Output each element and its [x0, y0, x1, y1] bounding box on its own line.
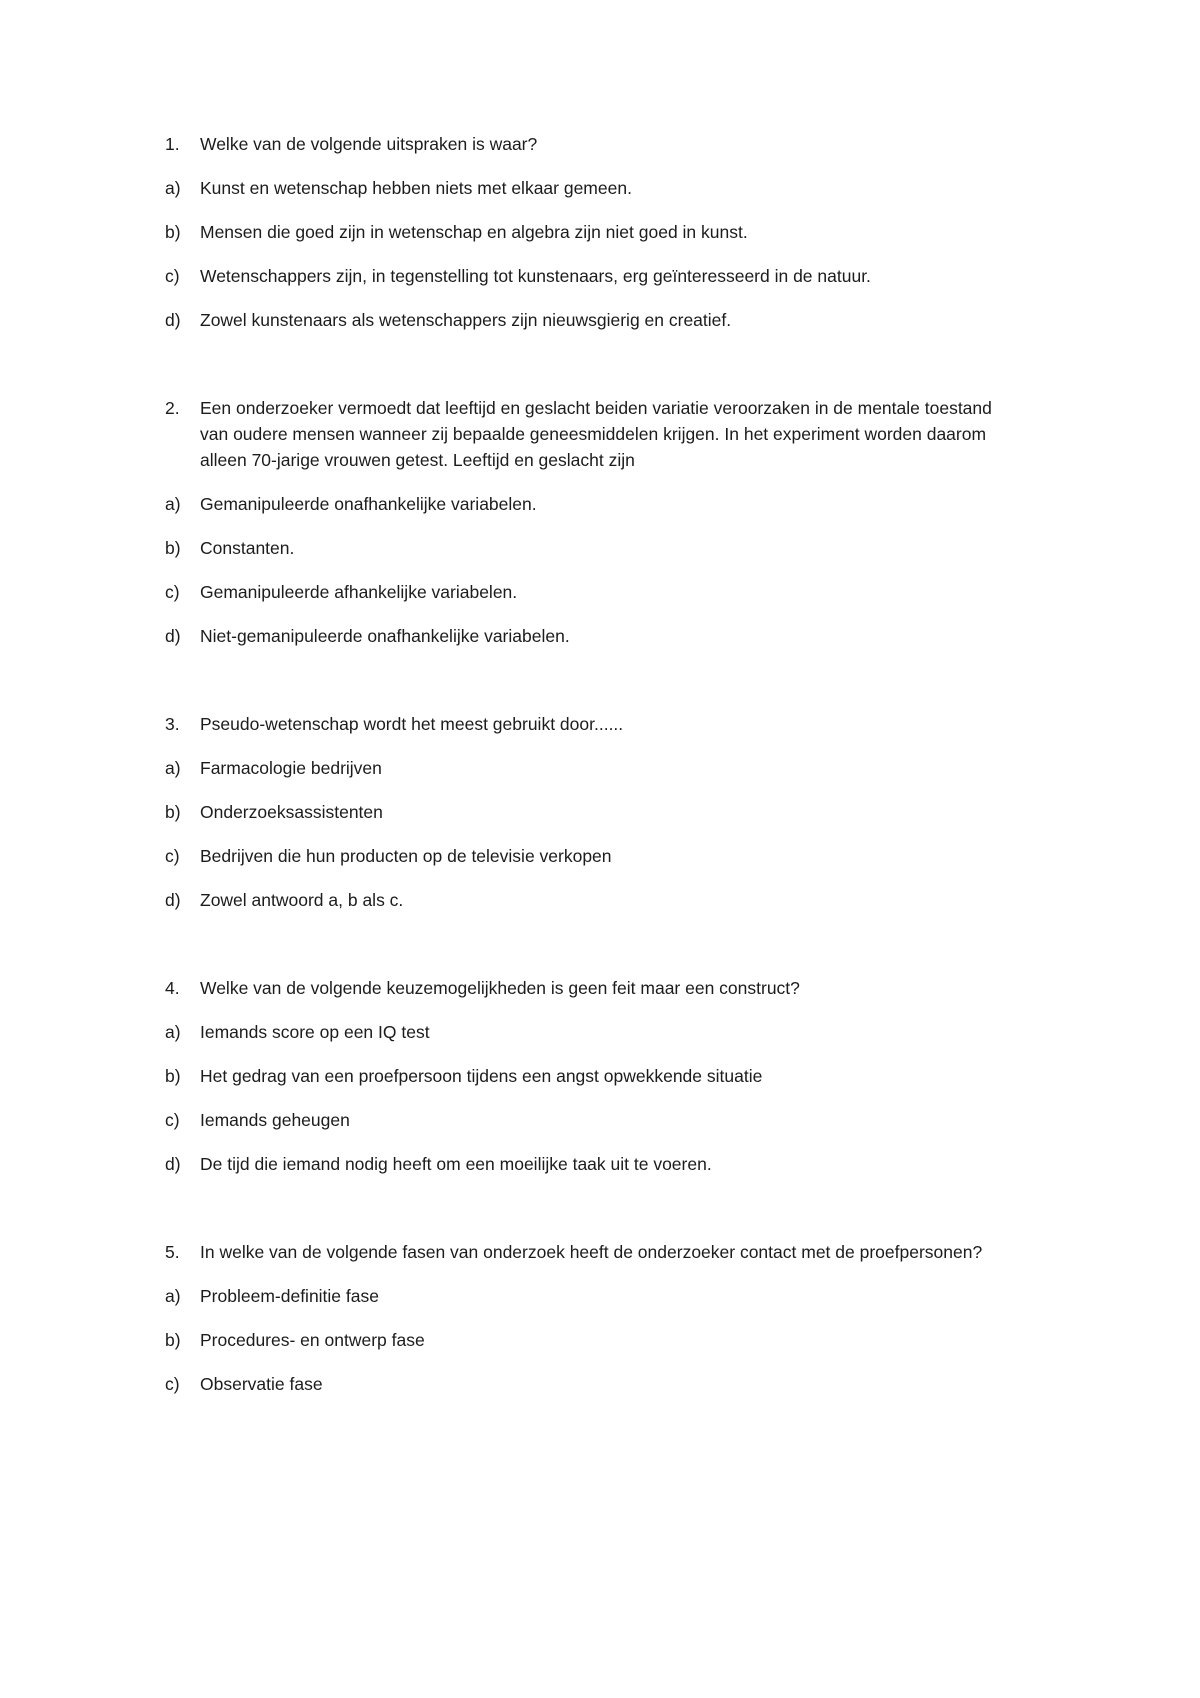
question-number: 2. [165, 398, 180, 418]
option-text: Gemanipuleerde afhankelijke variabelen. [200, 582, 518, 602]
block-spacer [165, 931, 1060, 975]
option-text: Zowel kunstenaars als wetenschappers zijn nieuwsgierig en creatief. [200, 310, 732, 330]
option-text: Iemands geheugen [200, 1110, 350, 1130]
answer-option [165, 579, 1060, 605]
answer-option [165, 1107, 1060, 1133]
block-spacer [165, 1195, 1060, 1239]
answer-option [165, 1151, 1060, 1177]
question-text: Een onderzoeker vermoedt dat leeftijd en geslacht beiden variatie veroorzaken in de mentale toestand van oudere mensen wanneer zij bepaalde geneesmiddelen krijgen. In het experiment worden daarom alleen 70-jarige vrouwen getest. Leeftijd en geslacht zijn [200, 398, 992, 470]
answer-option [165, 491, 1060, 517]
option-letter: a) [165, 758, 181, 778]
question-number: 1. [165, 134, 180, 154]
option-text: Constanten. [200, 538, 295, 558]
block-spacer [165, 351, 1060, 395]
option-letter: a) [165, 494, 181, 514]
option-text: Procedures- en ontwerp fase [200, 1330, 425, 1350]
option-letter: c) [165, 1110, 180, 1130]
question-text: Pseudo-wetenschap wordt het meest gebruikt door...... [200, 714, 624, 734]
question-block-4 [165, 975, 1060, 1177]
option-letter: b) [165, 1066, 181, 1086]
answer-option [165, 307, 1060, 333]
block-spacer [165, 667, 1060, 711]
answer-option [165, 799, 1060, 825]
option-letter: b) [165, 802, 181, 822]
answer-option [165, 755, 1060, 781]
option-text: Kunst en wetenschap hebben niets met elkaar gemeen. [200, 178, 632, 198]
option-text: Zowel antwoord a, b als c. [200, 890, 404, 910]
answer-option [165, 887, 1060, 913]
answer-option [165, 623, 1060, 649]
question-block-1 [165, 131, 1060, 333]
question-text: Welke van de volgende keuzemogelijkheden is geen feit maar een construct? [200, 978, 800, 998]
option-letter: c) [165, 846, 180, 866]
option-text: Farmacologie bedrijven [200, 758, 382, 778]
option-letter: d) [165, 626, 181, 646]
answer-option [165, 1327, 1060, 1353]
option-text: Wetenschappers zijn, in tegenstelling tot kunstenaars, erg geïnteresseerd in de natuur. [200, 266, 871, 286]
option-text: Iemands score op een IQ test [200, 1022, 430, 1042]
option-text: Onderzoeksassistenten [200, 802, 383, 822]
option-letter: d) [165, 310, 181, 330]
answer-option [165, 1371, 1060, 1397]
question-text: Welke van de volgende uitspraken is waar? [200, 134, 538, 154]
option-text: Observatie fase [200, 1374, 323, 1394]
option-letter: d) [165, 1154, 181, 1174]
answer-option [165, 843, 1060, 869]
option-text: Bedrijven die hun producten op de televisie verkopen [200, 846, 612, 866]
option-text: Het gedrag van een proefpersoon tijdens een angst opwekkende situatie [200, 1066, 763, 1086]
question-number: 3. [165, 714, 180, 734]
answer-option [165, 175, 1060, 201]
question-number: 4. [165, 978, 180, 998]
question [165, 975, 1060, 1001]
question [165, 1239, 1060, 1265]
answer-option [165, 1019, 1060, 1045]
option-letter: b) [165, 1330, 181, 1350]
option-letter: a) [165, 1022, 181, 1042]
question-text: In welke van de volgende fasen van onderzoek heeft de onderzoeker contact met de proefpersonen? [200, 1242, 983, 1262]
option-letter: a) [165, 1286, 181, 1306]
answer-option [165, 535, 1060, 561]
option-text: Gemanipuleerde onafhankelijke variabelen. [200, 494, 537, 514]
question-block-5 [165, 1239, 1060, 1397]
answer-option [165, 263, 1060, 289]
option-text: De tijd die iemand nodig heeft om een moeilijke taak uit te voeren. [200, 1154, 712, 1174]
question-block-3 [165, 711, 1060, 913]
question [165, 711, 1060, 737]
option-text: Niet-gemanipuleerde onafhankelijke variabelen. [200, 626, 570, 646]
answer-option [165, 1283, 1060, 1309]
option-letter: b) [165, 222, 181, 242]
question [165, 131, 1060, 157]
option-letter: c) [165, 582, 180, 602]
answer-option [165, 219, 1060, 245]
option-text: Mensen die goed zijn in wetenschap en algebra zijn niet goed in kunst. [200, 222, 748, 242]
option-letter: d) [165, 890, 181, 910]
option-letter: c) [165, 1374, 180, 1394]
option-letter: c) [165, 266, 180, 286]
question-number: 5. [165, 1242, 180, 1262]
answer-option [165, 1063, 1060, 1089]
option-letter: a) [165, 178, 181, 198]
question-block-2 [165, 395, 1060, 649]
option-letter: b) [165, 538, 181, 558]
question [165, 395, 1060, 473]
option-text: Probleem-definitie fase [200, 1286, 379, 1306]
